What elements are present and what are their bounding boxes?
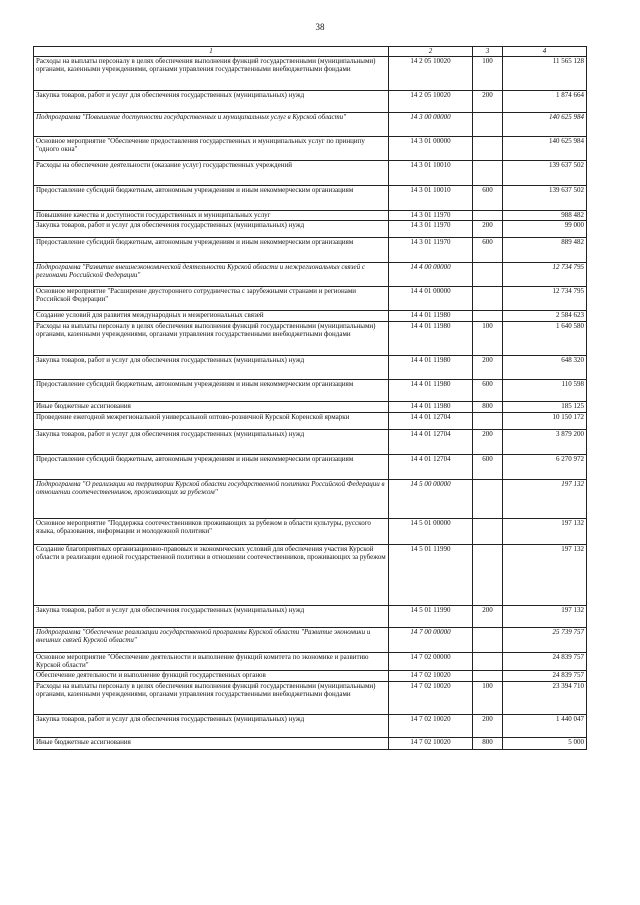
- column-header: 3: [473, 47, 503, 57]
- row-name: Иные бюджетные ассигнования: [34, 402, 389, 413]
- row-name: Основное мероприятие "Обеспечение предоставления государственных и муниципальных услуг по принципу "одного окна": [34, 137, 389, 161]
- row-sum: 6 270 972: [503, 455, 587, 480]
- table-row: [34, 263, 587, 287]
- table-row: [34, 238, 587, 263]
- row-name: Предоставление субсидий бюджетным, автономным учреждениям и иным некоммерческим организациям: [34, 238, 389, 263]
- row-sum: 1 440 047: [503, 715, 587, 738]
- row-sum: 24 839 757: [503, 671, 587, 682]
- row-name: Закупка товаров, работ и услуг для обеспечения государственных (муниципальных) нужд: [34, 91, 389, 113]
- table-row: [34, 715, 587, 738]
- row-type: 600: [473, 380, 503, 402]
- table-row: [34, 480, 587, 519]
- row-code: 14 3 01 11970: [389, 221, 473, 238]
- table-row: [34, 653, 587, 671]
- row-name: Расходы на выплаты персоналу в целях обеспечения выполнения функций государственными (муниципальными) органами, казенными учреждениями, органами управления государственными внебюджетными фондами: [34, 57, 389, 91]
- table-row: [34, 113, 587, 137]
- row-name: Закупка товаров, работ и услуг для обеспечения государственных (муниципальных) нужд: [34, 356, 389, 380]
- row-name: Закупка товаров, работ и услуг для обеспечения государственных (муниципальных) нужд: [34, 430, 389, 455]
- row-sum: 3 879 200: [503, 430, 587, 455]
- row-code: 14 7 02 10020: [389, 738, 473, 750]
- table-row: [34, 322, 587, 356]
- row-code: 14 3 01 10010: [389, 186, 473, 211]
- row-type: [473, 137, 503, 161]
- row-name: Иные бюджетные ассигнования: [34, 738, 389, 750]
- row-type: [473, 211, 503, 221]
- table-row: [34, 545, 587, 606]
- row-code: 14 7 02 10020: [389, 715, 473, 738]
- row-name: Предоставление субсидий бюджетным, автономным учреждениям и иным некоммерческим организациям: [34, 455, 389, 480]
- row-type: 200: [473, 221, 503, 238]
- row-type: [473, 545, 503, 606]
- row-type: 800: [473, 402, 503, 413]
- row-name: Подпрограмма "Повышение доступности государственных и муниципальных услуг в Курской области": [34, 113, 389, 137]
- row-sum: 10 150 172: [503, 413, 587, 430]
- row-sum: 988 482: [503, 211, 587, 221]
- row-type: 200: [473, 91, 503, 113]
- row-code: 14 3 01 11970: [389, 238, 473, 263]
- row-code: 14 5 01 00000: [389, 519, 473, 545]
- row-type: [473, 653, 503, 671]
- budget-table: [33, 46, 587, 750]
- table-row: [34, 628, 587, 653]
- row-type: [473, 311, 503, 322]
- row-type: 100: [473, 57, 503, 91]
- table-row: [34, 221, 587, 238]
- table-row: [34, 413, 587, 430]
- row-name: Предоставление субсидий бюджетным, автономным учреждениям и иным некоммерческим организациям: [34, 186, 389, 211]
- row-sum: 11 565 128: [503, 57, 587, 91]
- row-code: 14 4 01 11980: [389, 356, 473, 380]
- column-header: 2: [389, 47, 473, 57]
- row-code: 14 4 01 11980: [389, 402, 473, 413]
- row-sum: 12 734 795: [503, 263, 587, 287]
- column-header: 1: [34, 47, 389, 57]
- table-header-row: [34, 47, 587, 57]
- row-code: 14 4 00 00000: [389, 263, 473, 287]
- row-sum: 185 125: [503, 402, 587, 413]
- row-name: Расходы на обеспечение деятельности (оказание услуг) государственных учреждений: [34, 161, 389, 186]
- table-row: [34, 402, 587, 413]
- row-name: Подпрограмма "Развитие внешнеэкономической деятельности Курской области и межрегиональных связей с регионами Российской Федерации": [34, 263, 389, 287]
- row-type: 600: [473, 186, 503, 211]
- row-sum: 1 874 664: [503, 91, 587, 113]
- table-row: [34, 519, 587, 545]
- row-code: 14 2 05 10020: [389, 57, 473, 91]
- row-name: Расходы на выплаты персоналу в целях обеспечения выполнения функций государственными (муниципальными) органами, казенными учреждениями, органами управления государственными внебюджетными фондами: [34, 322, 389, 356]
- row-sum: 99 000: [503, 221, 587, 238]
- row-code: 14 2 05 10020: [389, 91, 473, 113]
- table-row: [34, 380, 587, 402]
- table-row: [34, 671, 587, 682]
- row-name: Предоставление субсидий бюджетным, автономным учреждениям и иным некоммерческим организациям: [34, 380, 389, 402]
- row-code: 14 4 01 12704: [389, 430, 473, 455]
- table-row: [34, 91, 587, 113]
- row-code: 14 3 01 10010: [389, 161, 473, 186]
- row-name: Создание благоприятных организационно-правовых и экономических условий для обеспечения участия Курской области в реализации единой государственной политики в отношении соотечественников, проживающих за рубежом: [34, 545, 389, 606]
- row-name: Закупка товаров, работ и услуг для обеспечения государственных (муниципальных) нужд: [34, 221, 389, 238]
- row-name: Расходы на выплаты персоналу в целях обеспечения выполнения функций государственными (муниципальными) органами, казенными учреждениями, органами управления государственными внебюджетными фондами: [34, 682, 389, 715]
- row-sum: 139 637 502: [503, 186, 587, 211]
- row-code: 14 7 02 10020: [389, 671, 473, 682]
- row-sum: 23 394 710: [503, 682, 587, 715]
- row-type: [473, 628, 503, 653]
- row-sum: 25 739 757: [503, 628, 587, 653]
- table-row: [34, 682, 587, 715]
- row-name: Основное мероприятие "Расширение двустороннего сотрудничества с зарубежными странами и регионами Российской Федерации": [34, 287, 389, 311]
- row-code: 14 5 01 11990: [389, 606, 473, 628]
- row-type: 100: [473, 322, 503, 356]
- row-type: [473, 480, 503, 519]
- row-type: 200: [473, 430, 503, 455]
- row-sum: 5 000: [503, 738, 587, 750]
- row-type: [473, 263, 503, 287]
- column-header: 4: [503, 47, 587, 57]
- row-type: 200: [473, 356, 503, 380]
- row-sum: 12 734 795: [503, 287, 587, 311]
- row-type: 100: [473, 682, 503, 715]
- table-row: [34, 57, 587, 91]
- row-code: 14 4 01 11980: [389, 380, 473, 402]
- row-type: 600: [473, 455, 503, 480]
- row-sum: 197 132: [503, 480, 587, 519]
- row-sum: 139 637 502: [503, 161, 587, 186]
- row-code: 14 4 01 11980: [389, 311, 473, 322]
- row-code: 14 7 02 00000: [389, 653, 473, 671]
- table-row: [34, 211, 587, 221]
- row-name: Подпрограмма "Обеспечение реализации государственной программы Курской области "Развитие экономики и внешних связей Курской области": [34, 628, 389, 653]
- row-name: Основное мероприятие "Поддержка соотечественников проживающих за рубежом в области культуры, русского языка, образования, информации и молодежной политики": [34, 519, 389, 545]
- row-name: Закупка товаров, работ и услуг для обеспечения государственных (муниципальных) нужд: [34, 606, 389, 628]
- row-type: [473, 519, 503, 545]
- row-sum: 1 640 580: [503, 322, 587, 356]
- row-type: 600: [473, 238, 503, 263]
- row-name: Основное мероприятие "Обеспечение деятельности и выполнение функций комитета по экономике и развитию Курской области": [34, 653, 389, 671]
- row-code: 14 4 01 00000: [389, 287, 473, 311]
- row-type: 200: [473, 715, 503, 738]
- row-sum: 140 625 984: [503, 113, 587, 137]
- table-row: [34, 606, 587, 628]
- row-code: 14 3 01 11970: [389, 211, 473, 221]
- page-number: 38: [315, 22, 325, 32]
- row-sum: 197 132: [503, 606, 587, 628]
- row-name: Создание условий для развития международных и межрегиональных связей: [34, 311, 389, 322]
- table-row: [34, 356, 587, 380]
- row-code: 14 5 01 11990: [389, 545, 473, 606]
- row-sum: 197 132: [503, 545, 587, 606]
- table-row: [34, 738, 587, 750]
- row-sum: 648 320: [503, 356, 587, 380]
- table-row: [34, 186, 587, 211]
- row-sum: 140 625 984: [503, 137, 587, 161]
- row-name: Закупка товаров, работ и услуг для обеспечения государственных (муниципальных) нужд: [34, 715, 389, 738]
- row-code: 14 4 01 12704: [389, 455, 473, 480]
- row-code: 14 3 01 00000: [389, 137, 473, 161]
- row-code: 14 5 00 00000: [389, 480, 473, 519]
- row-type: [473, 113, 503, 137]
- table-row: [34, 455, 587, 480]
- row-type: [473, 671, 503, 682]
- table-row: [34, 161, 587, 186]
- row-type: 800: [473, 738, 503, 750]
- table-row: [34, 311, 587, 322]
- table-row: [34, 430, 587, 455]
- row-sum: 24 839 757: [503, 653, 587, 671]
- row-sum: 110 598: [503, 380, 587, 402]
- table-row: [34, 137, 587, 161]
- row-name: Обеспечение деятельности и выполнение функций государственных органов: [34, 671, 389, 682]
- table-row: [34, 287, 587, 311]
- row-name: Подпрограмма "О реализации на территории Курской области государственной политики Российской Федерации в отношении соотечественников, проживающих за рубежом": [34, 480, 389, 519]
- row-code: 14 7 02 10020: [389, 682, 473, 715]
- row-code: 14 4 01 12704: [389, 413, 473, 430]
- row-sum: 889 482: [503, 238, 587, 263]
- row-type: [473, 413, 503, 430]
- row-sum: 197 132: [503, 519, 587, 545]
- row-sum: 2 584 623: [503, 311, 587, 322]
- row-type: 200: [473, 606, 503, 628]
- row-type: [473, 287, 503, 311]
- row-type: [473, 161, 503, 186]
- row-code: 14 3 00 00000: [389, 113, 473, 137]
- row-name: Повышение качества и доступности государственных и муниципальных услуг: [34, 211, 389, 221]
- row-code: 14 7 00 00000: [389, 628, 473, 653]
- row-code: 14 4 01 11980: [389, 322, 473, 356]
- row-name: Проведение ежегодной межрегиональной универсальной оптово-розничной Курской Коренской ярмарки: [34, 413, 389, 430]
